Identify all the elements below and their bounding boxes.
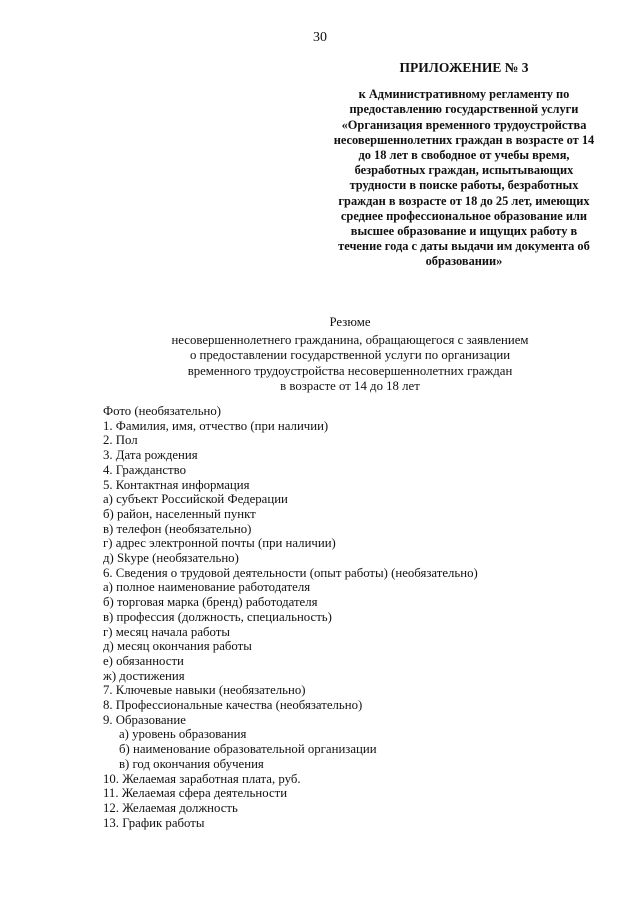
field-desired-salary: 10. Желаемая заработная плата, руб. [103, 771, 301, 786]
field-duties: е) обязанности [103, 653, 184, 668]
field-employer-name: а) полное наименование работодателя [103, 580, 311, 595]
appendix-line: предоставлению государственной услуги [349, 102, 579, 117]
field-work-schedule: 13. График работы [103, 815, 205, 830]
field-contact-region: а) субъект Российской Федерации [103, 492, 288, 507]
field-contact-locality: б) район, населенный пункт [103, 506, 256, 521]
field-employer-brand: б) торговая марка (бренд) работодателя [103, 595, 318, 610]
appendix-line: граждан в возрасте от 18 до 25 лет, имеющих [338, 193, 590, 208]
field-key-skills: 7. Ключевые навыки (необязательно) [103, 683, 306, 698]
field-photo: Фото (необязательно) [103, 404, 222, 418]
page-number: 30 [313, 30, 327, 45]
appendix-line: безработных граждан, испытывающих [354, 163, 574, 178]
resume-heading [100, 315, 600, 395]
field-contact-info: 5. Контактная информация [103, 477, 250, 492]
field-education-institution: б) наименование образовательной организации [119, 742, 377, 757]
resume-title: Резюме [329, 315, 371, 329]
field-desired-position: 12. Желаемая должность [103, 800, 238, 815]
field-desired-sphere: 11. Желаемая сфера деятельности [103, 786, 288, 801]
appendix-line: «Организация временного трудоустройства [341, 117, 587, 132]
field-citizenship: 4. Гражданство [103, 462, 186, 477]
appendix-line: к Административному регламенту по [358, 87, 570, 102]
appendix-line: течение года с даты выдачи им документа об [338, 239, 590, 254]
field-achievements: ж) достижения [103, 668, 185, 683]
appendix-line: несовершеннолетних граждан в возрасте от 14 [333, 132, 595, 147]
resume-subtitle-line: несовершеннолетнего гражданина, обращающегося с заявлением [171, 332, 529, 347]
field-professional-qualities: 8. Профессиональные качества (необязательно) [103, 698, 363, 713]
appendix-line: образовании» [425, 254, 503, 269]
appendix-line: до 18 лет в свободное от учебы время, [358, 148, 570, 163]
field-start-month: г) месяц начала работы [103, 624, 230, 639]
field-contact-email: г) адрес электронной почты (при наличии) [103, 536, 336, 551]
resume-subtitle-line: временного трудоустройства несовершеннолетних граждан [187, 363, 513, 378]
appendix-title: ПРИЛОЖЕНИЕ № 3 [399, 60, 529, 75]
appendix-line: высшее образование и ищущих работу в [350, 224, 578, 239]
field-contact-skype: д) Skype (необязательно) [103, 551, 239, 566]
field-contact-phone: в) телефон (необязательно) [103, 521, 252, 536]
field-birth-date: 3. Дата рождения [103, 448, 198, 463]
field-graduation-year: в) год окончания обучения [119, 756, 264, 771]
appendix-line: среднее профессиональное образование или [340, 208, 588, 223]
field-education: 9. Образование [103, 712, 186, 727]
field-profession: в) профессия (должность, специальность) [103, 609, 332, 624]
field-full-name: 1. Фамилия, имя, отчество (при наличии) [103, 418, 329, 433]
resume-subtitle-line: о предоставлении государственной услуги по организации [189, 348, 511, 363]
field-gender: 2. Пол [103, 433, 138, 448]
appendix-block [333, 60, 595, 270]
appendix-body [333, 87, 595, 269]
appendix-line: трудности в поиске работы, безработных [349, 178, 579, 193]
field-education-level: а) уровень образования [119, 727, 247, 742]
resume-fields-list [103, 404, 603, 830]
field-end-month: д) месяц окончания работы [103, 639, 252, 654]
field-work-experience: 6. Сведения о трудовой деятельности (опыт работы) (необязательно) [103, 565, 478, 580]
resume-subtitle-line: в возрасте от 14 до 18 лет [280, 379, 420, 394]
